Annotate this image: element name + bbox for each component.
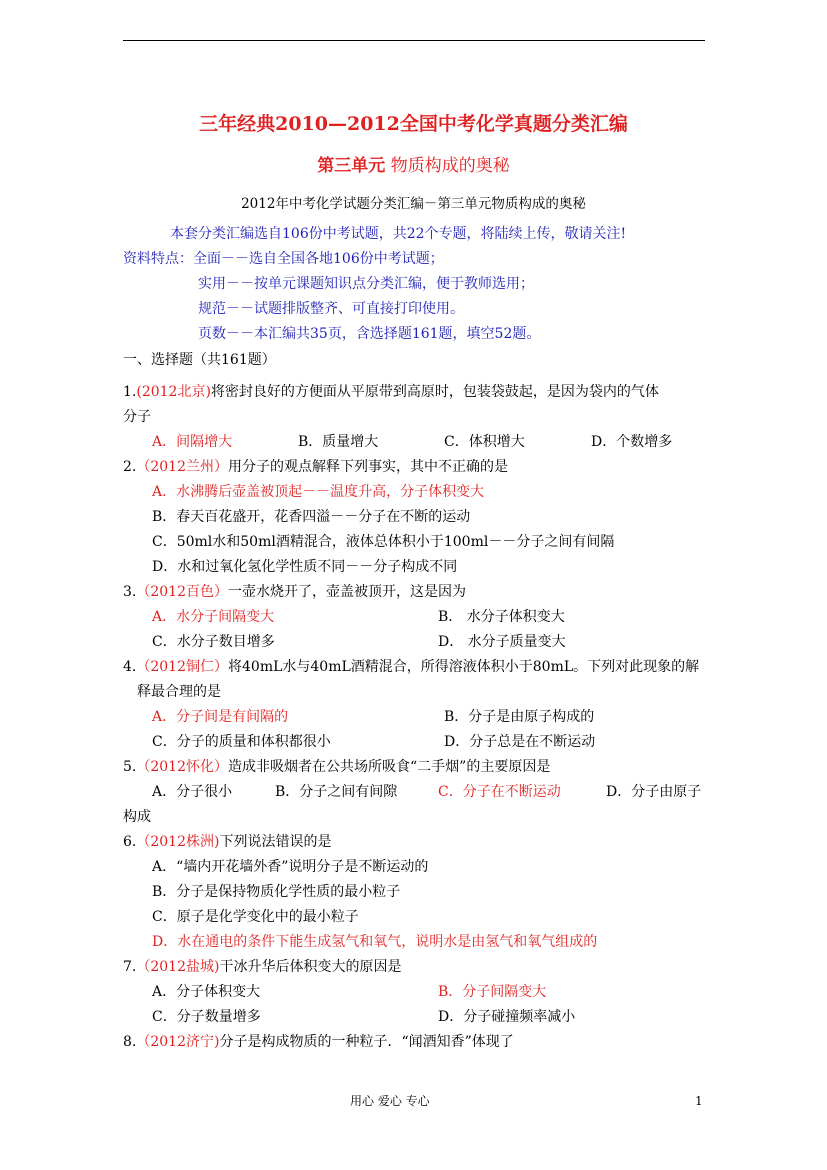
question-text: 分子 (123, 409, 151, 425)
unit-title (0, 155, 827, 177)
feature-item: 实用－－按单元课题知识点分类汇编，便于教师选用； (198, 276, 534, 292)
question-number: 4. (123, 659, 137, 675)
question-source: （2012怀化） (136, 759, 228, 775)
answer-option: C．分子在不断运动 (438, 784, 561, 800)
question-source: （2012盐城) (136, 959, 220, 975)
document-description: 2012年中考化学试题分类汇编－第三单元物质构成的奥秘 (241, 196, 586, 212)
question-stem (123, 658, 699, 676)
answer-option: A．分子很小 (152, 784, 233, 800)
answer-option: B．分子是由原子构成的 (444, 709, 595, 725)
intro-features (123, 250, 444, 268)
answer-option: C．体积增大 (444, 434, 525, 450)
question-number: 7. (123, 959, 137, 975)
question-number: 2. (123, 459, 137, 475)
question-text: 用分子的观点解释下列事实，其中不正确的是 (228, 459, 508, 475)
answer-option: C．分子的质量和体积都很小 (152, 734, 331, 750)
question-number: 3. (123, 584, 137, 600)
answer-option: C．水分子数目增多 (152, 634, 275, 650)
features-label: 资料特点： (123, 251, 193, 267)
question-source: （2012株洲) (136, 834, 220, 850)
question-text: 干冰升华后体积变大的原因是 (219, 959, 402, 975)
unit-name: 物质构成的奥秘 (385, 156, 510, 176)
question-source: （2012铜仁） (136, 659, 228, 675)
header-rule (123, 40, 705, 41)
answer-option: D．分子由原子 (606, 784, 702, 800)
question-source: （2012兰州） (136, 459, 228, 475)
answer-option: D．个数增多 (591, 434, 673, 450)
document-title: 三年经典2010—2012全国中考化学真题分类汇编 (199, 113, 628, 135)
question-text: 分子是构成物质的一种粒子．“闻酒知香”体现了 (219, 1034, 514, 1050)
question-text: 下列说法错误的是 (219, 834, 332, 850)
section-heading: 一、选择题（共161题） (123, 352, 276, 368)
answer-option: B．分子间隔变大 (438, 984, 547, 1000)
question-text: 将密封良好的方便面从平原带到高原时，包装袋鼓起，是因为袋内的气体 (210, 384, 659, 400)
question-number: 5. (123, 759, 137, 775)
question-text: 一壶水烧开了，壶盖被顶开，这是因为 (228, 584, 466, 600)
question-text: 释最合理的是 (137, 684, 221, 700)
question-stem (123, 383, 659, 401)
answer-option: A．水分子间隔变大 (152, 609, 275, 625)
answer-option: C．50ml水和50ml酒精混合，液体总体积小于100ml－－分子之间有间隔 (152, 534, 615, 550)
answer-option: A．分子体积变大 (152, 984, 261, 1000)
answer-option: A．分子间是有间隔的 (152, 709, 289, 725)
answer-option-continued: 构成 (123, 809, 151, 825)
answer-option: D． 水分子质量变大 (438, 634, 566, 650)
question-text: 造成非吸烟者在公共场所吸食“二手烟”的主要原因是 (228, 759, 551, 775)
question-stem (123, 833, 331, 851)
question-stem (123, 583, 466, 601)
intro-notice: 本套分类汇编选自106份中考试题，共22个专题，将陆续上传，敬请关注! (170, 226, 627, 242)
answer-option: D．分子碰撞频率减小 (438, 1009, 576, 1025)
question-source: （2012济宁) (136, 1034, 220, 1050)
feature-item: 全面－－选自全国各地106份中考试题； (193, 251, 444, 267)
answer-option: D．分子总是在不断运动 (444, 734, 596, 750)
answer-option: A．水沸腾后壶盖被顶起－－温度升高，分子体积变大 (152, 484, 485, 500)
answer-option: B．质量增大 (298, 434, 379, 450)
question-stem (123, 758, 550, 776)
answer-option: A．间隔增大 (152, 434, 233, 450)
feature-item: 规范－－试题排版整齐、可直接打印使用。 (198, 301, 464, 317)
feature-item: 页数－－本汇编共35页，含选择题161题，填空52题。 (198, 326, 541, 342)
answer-option: B．分子是保持物质化学性质的最小粒子 (152, 884, 401, 900)
question-stem (123, 458, 508, 476)
question-stem (123, 958, 401, 976)
answer-option: B． 水分子体积变大 (438, 609, 565, 625)
question-number: 6. (123, 834, 137, 850)
answer-option: B．分子之间有间隙 (275, 784, 398, 800)
footer-motto: 用心 爱心 专心 (350, 1094, 430, 1108)
question-stem (123, 1033, 514, 1051)
answer-option: C．分子数量增多 (152, 1009, 261, 1025)
answer-option: C．原子是化学变化中的最小粒子 (152, 909, 359, 925)
question-number: 1. (123, 384, 137, 400)
answer-option: D．水在通电的条件下能生成氢气和氧气，说明水是由氢气和氧气组成的 (152, 934, 598, 950)
question-text: 将40mL水与40mL酒精混合，所得溶液体积小于80mL。下列对此现象的解 (228, 659, 700, 675)
answer-option: B．春天百花盛开，花香四溢－－分子在不断的运动 (152, 509, 471, 525)
answer-option: A．“墙内开花墙外香”说明分子是不断运动的 (152, 859, 429, 875)
unit-label: 第三单元 (317, 156, 386, 176)
question-number: 8. (123, 1034, 137, 1050)
page-number: 1 (695, 1094, 703, 1108)
answer-option: D．水和过氧化氢化学性质不同－－分子构成不同 (152, 559, 458, 575)
question-source: （2012百色） (136, 584, 228, 600)
question-source: (2012北京) (136, 384, 211, 400)
